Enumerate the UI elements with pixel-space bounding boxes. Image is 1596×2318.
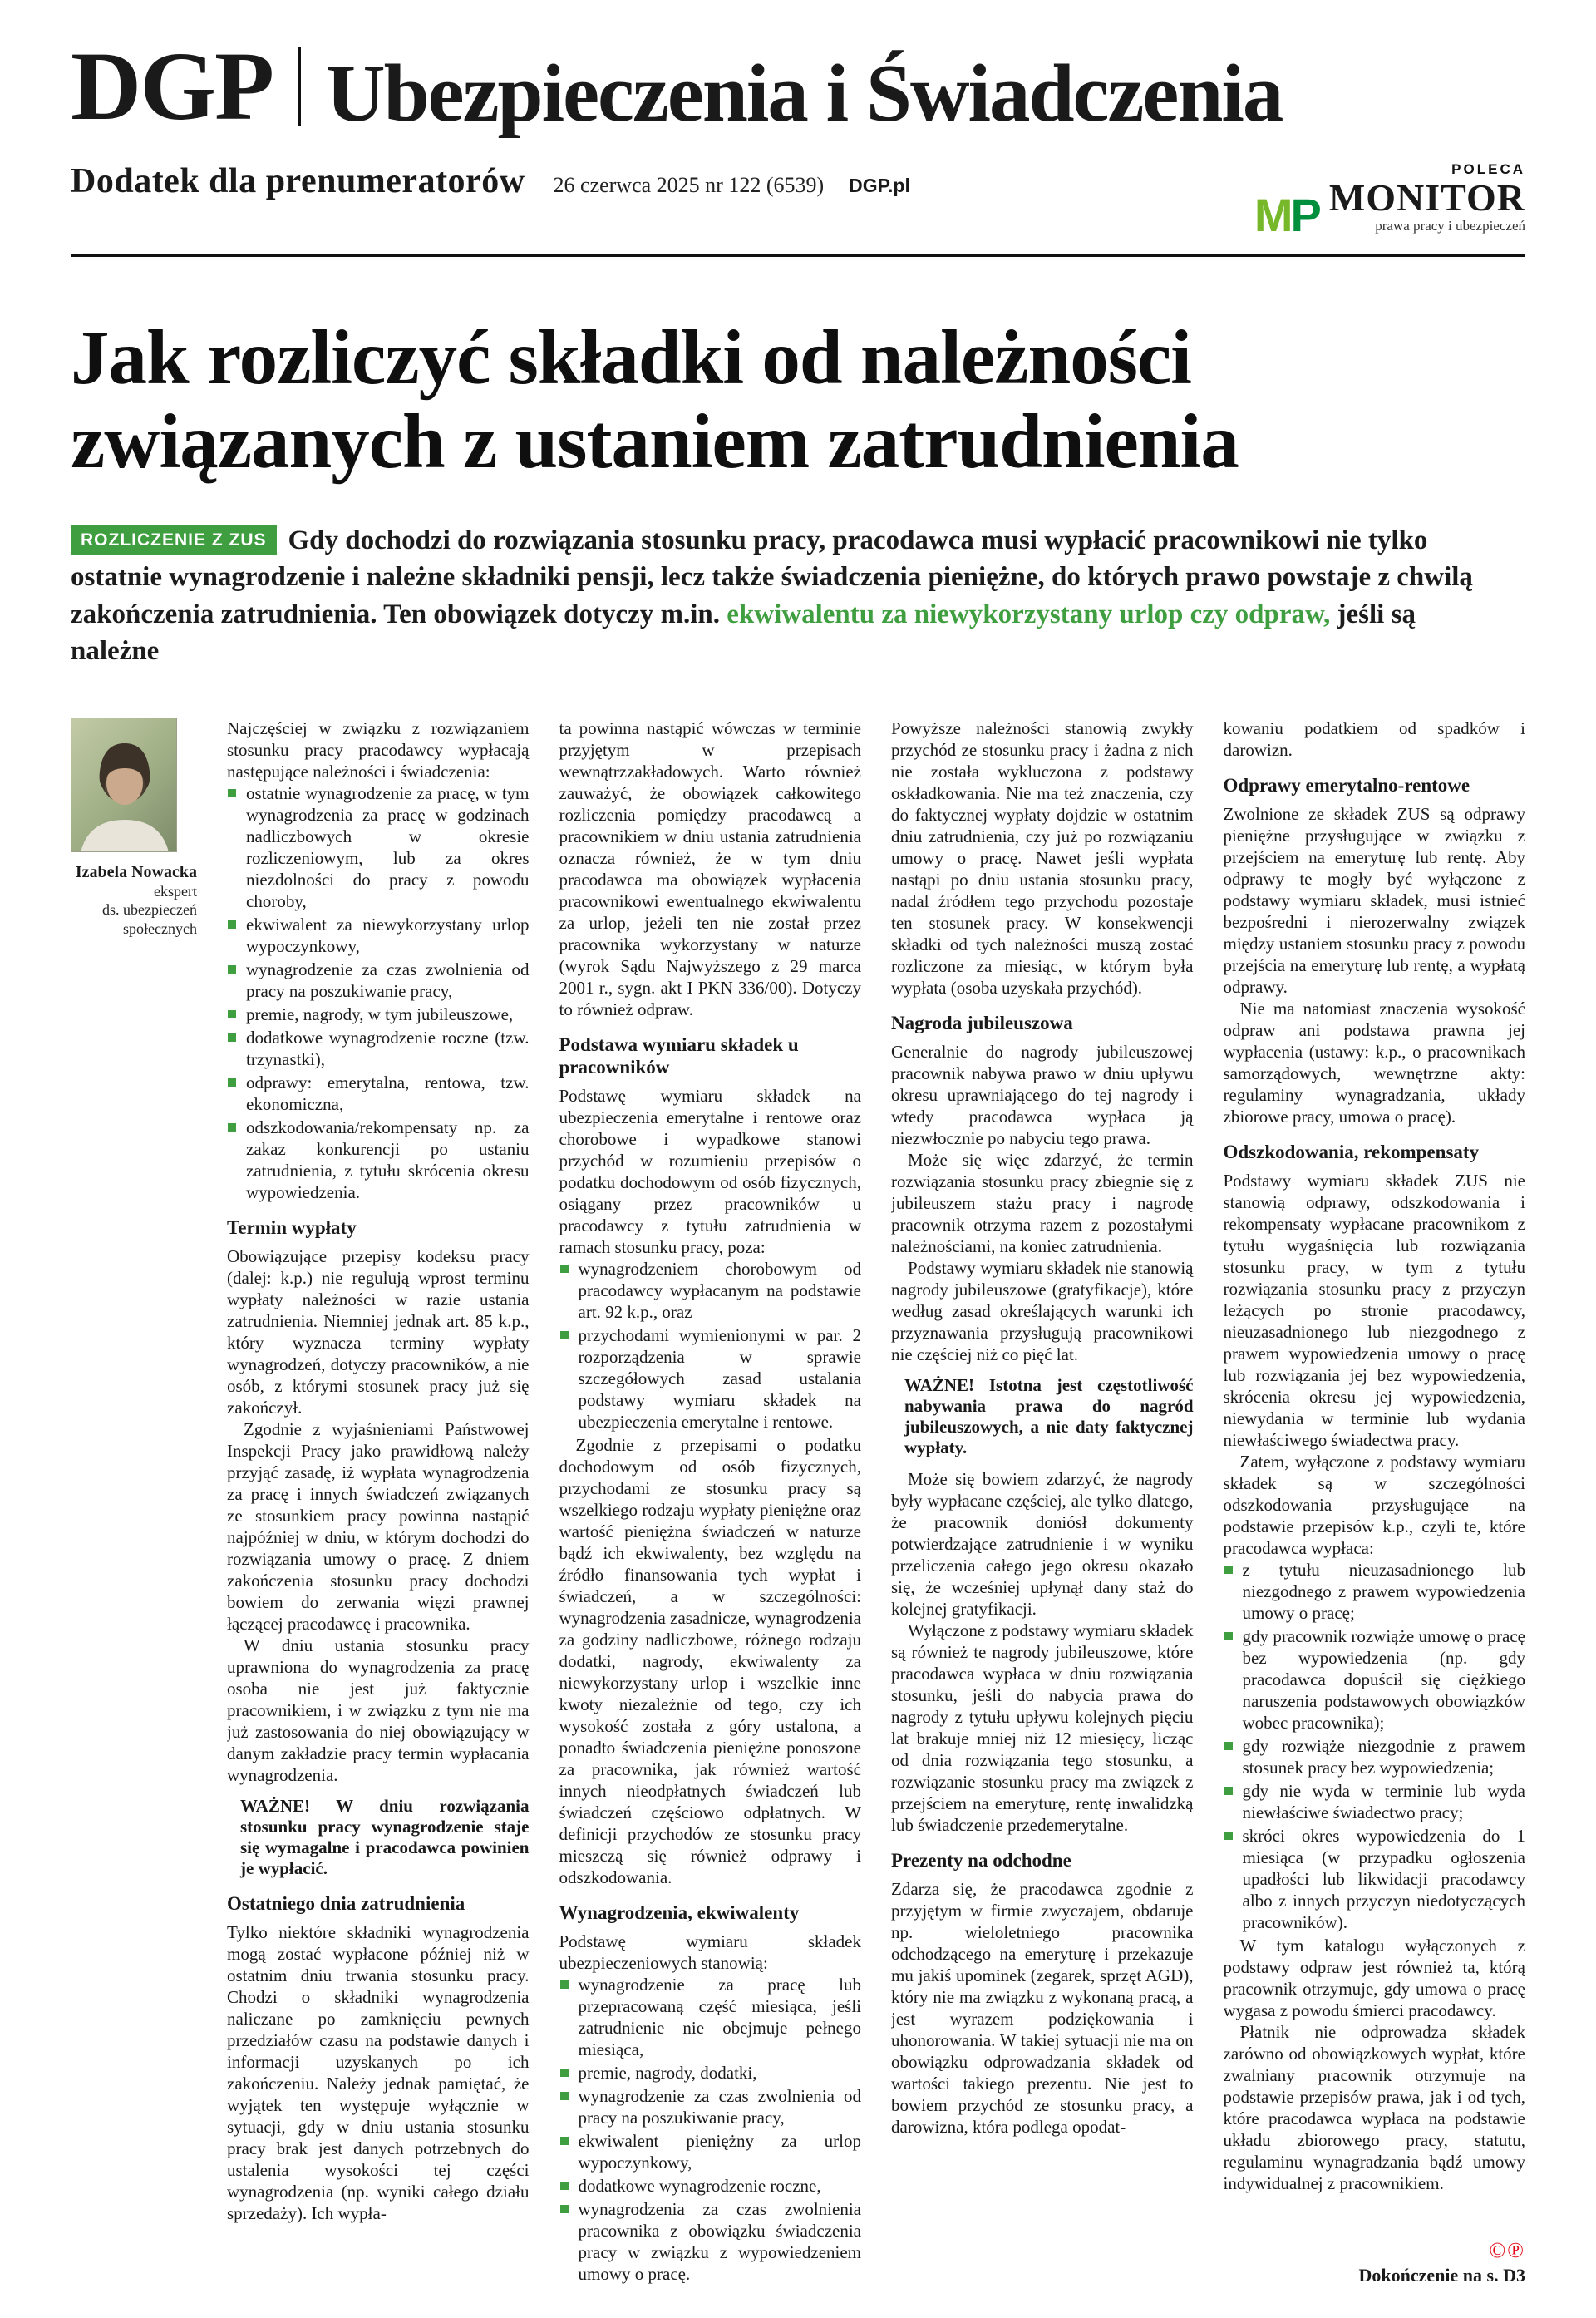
bullet-text: wynagrodzenia za czas zwolnienia pracownika z obowiązku świadczenia pracy w związku z wypowiedzeniem umowy o pracę. xyxy=(578,2198,861,2284)
section-heading: Odprawy emerytalno-rentowe xyxy=(1223,774,1470,796)
bullet-item xyxy=(227,959,530,1002)
bullet-text: odszkodowania/rekompensaty np. za zakaz konkurencji po ustaniu zatrudnienia, z tytułu skrócenia okresu wypowiedzenia. xyxy=(246,1117,530,1202)
bullet-text: odprawy: emerytalna, rentowa, tzw. ekonomiczna, xyxy=(246,1072,530,1114)
author-name: Izabela Nowacka xyxy=(75,862,197,881)
bullet-text: premie, nagrody, dodatki, xyxy=(578,2062,757,2083)
bullet-text: dodatkowe wynagrodzenie roczne, xyxy=(578,2175,821,2196)
article-column-1 xyxy=(227,718,530,2286)
section-heading: Nagroda jubileuszowa xyxy=(891,1012,1073,1033)
bullet-item xyxy=(227,1117,530,1203)
mp-logo-icon: MP xyxy=(1254,188,1319,241)
paragraph: Generalnie do nagrody jubileuszowej pracownik nabywa prawo w dniu upływu okresu uprawniającego do tej nagrody i wtedy pracodawca wypłaca ją niezwłocznie po nabyciu tego prawa. xyxy=(891,1041,1194,1148)
paragraph: Zgodnie z przepisami o podatku dochodowym od osób fizycznych, przychodami ze stosunku pracy są wszelkiego rodzaju wypłaty pieniężne oraz wartość pieniężna świadczeń w naturze bądź ich ekwiwalenty, bez względu na źródło finansowania tych wypłat i świadczeń, a w szczególności: wynagrodzenia zasadnicze, wynagrodzenia za godziny nadliczbowe, różnego rodzaju dodatki, nagrody, ekwiwalenty za niewykorzystany urlop i wszelkie inne kwoty niezależnie od tego, czy ich wysokość została z góry ustalona, a ponadto świadczenia pieniężne ponoszone za pracownika, jak również wartość innych nieodpłatnych świadczeń lub świadczeń częściowo odpłatnych. W definicji przychodów ze stosunku pracy mieszczą się również odprawy i odszkodowania. xyxy=(559,1434,861,1887)
author-photo-silhouette xyxy=(71,732,177,852)
bullet-item xyxy=(559,2085,862,2128)
monitor-name: MONITOR xyxy=(1328,176,1525,219)
bullet-square-icon xyxy=(1224,1832,1233,1840)
phonogram-icon: ℗ xyxy=(1507,2238,1525,2262)
bullet-item xyxy=(559,1258,862,1323)
bullet-square-icon xyxy=(1224,1787,1233,1795)
bullet-text: dodatkowe wynagrodzenie roczne (tzw. trzynastki), xyxy=(246,1027,530,1069)
article-body xyxy=(71,718,1525,2286)
paragraph: Tylko niektóre składniki wynagrodzenia mogą zostać wypłacone później niż w ostatnim dniu trwania stosunku pracy. Chodzi o składniki wynagrodzenia naliczane po zamknięciu pewnych przedziałów czasu na podstawie danych i informacji uzyskanych po ich zakończeniu. Należy jednak pamiętać, że wyjątek ten występuje wyłącznie w sytuacji, gdy w dniu ustania stosunku pracy brak jest danych potrzebnych do ustalenia wysokości tej części wynagrodzenia (np. wyniki całego działu sprzedaży). Ich wypła- xyxy=(227,1921,530,2223)
bullet-item xyxy=(559,2062,862,2084)
bullet-text: ostatnie wynagrodzenie za pracę, w tym wynagrodzenia za pracę w godzinach nadliczbowych w okresie rozliczeniowym, lub za okres niezdolności do pracy z powodu choroby, xyxy=(246,782,530,911)
paragraph: W tym katalogu wyłączonych z podstawy odpraw jest również ta, którą pracownik otrzymuje, gdy umowa o pracę wygasa z powodu śmierci pracodawcy. xyxy=(1223,1935,1525,2020)
important-note: WAŻNE! Istotna jest częstotliwość nabywania prawa do nagród jubileuszowych, a nie daty faktycznej wypłaty. xyxy=(904,1374,1194,1457)
section-heading: Wynagrodzenia, ekwiwalenty xyxy=(559,1901,800,1923)
section-heading: Podstawa wymiaru składek u pracowników xyxy=(559,1033,799,1078)
lead-text-before: Gdy dochodzi do rozwiązania stosunku pracy, pracodawca musi wypłacić pracownikowi nie tylko ostatnie wynagrodzenie i należne składniki pensji, lecz także świadczenia pieniężne, do których prawo powstaje z chwilą zakończenia zatrudnienia. Ten obowiązek dotyczy m.in. xyxy=(71,525,1473,629)
lead-text-highlight: ekwiwalentu za niewykorzystany urlop czy odpraw, xyxy=(727,599,1331,629)
bullet-square-icon xyxy=(1224,1632,1233,1640)
bullet-item xyxy=(1224,1825,1526,1933)
masthead-title-row xyxy=(71,32,1525,141)
paragraph: Może się więc zdarzyć, że termin rozwiązania stosunku pracy zbiegnie się z jubileuszem stażu pracy i nagrodę pracownik otrzyma razem z pozostałymi należnościami, na koniec zatrudnienia. xyxy=(891,1149,1194,1256)
section-heading: Prezenty na odchodne xyxy=(891,1849,1071,1871)
continuation-note: Dokończenie na s. D3 xyxy=(1358,2265,1525,2286)
paragraph: Zatem, wyłączone z podstawy wymiaru składek są w szczególności odszkodowania przysługujące na podstawie przepisów k.p., czyli te, które pracodawca wypłaca: xyxy=(1223,1451,1525,1558)
bullet-item xyxy=(227,1004,530,1025)
bullet-square-icon xyxy=(560,2069,569,2077)
masthead-rule xyxy=(71,254,1525,257)
bullet-square-icon xyxy=(228,1123,236,1132)
article-headline: Jak rozliczyć składki od należności związanych z ustaniem zatrudnienia xyxy=(71,315,1239,485)
dgp-logo: DGP xyxy=(71,32,273,141)
bullet-text: wynagrodzeniem chorobowym od pracodawcy wypłacanym na podstawie art. 92 k.p., oraz xyxy=(578,1258,861,1322)
bullet-square-icon xyxy=(560,1265,569,1273)
bullet-item xyxy=(559,1974,862,2060)
bullet-item xyxy=(227,1027,530,1070)
paragraph: Zdarza się, że pracodawca zgodnie z przyjętym w firmie zwyczajem, obdaruje np. wieloletniego pracownika odchodzącego na emeryturę i przekazuje mu jakiś upominek (zegarek, sprzęt AGD), który nie ma związku z wykonaną pracą, a jest wyrazem podziękowania i uhonorowania. W takiej sytuacji nie ma on obowiązku odprowadzania składek od wartości takiego prezentu. Nie jest to bowiem przychód ze stosunku pracy, a darowizna, która podlega opodat- xyxy=(891,1878,1194,2137)
bullet-item xyxy=(227,914,530,957)
bullet-item xyxy=(559,2198,862,2285)
bullet-square-icon xyxy=(228,1033,236,1042)
paragraph: Zwolnione ze składek ZUS są odprawy pieniężne przysługujące w związku z przejściem na emeryturę lub rentę. Aby odprawy te mogły być wyłączone z podstawy wymiaru składek, musi istnieć bezpośredni i nierozerwalny związek między ustaniem stosunku pracy z powodu przejścia na emeryturę lub rentę, a wypłatą odprawy. xyxy=(1223,803,1525,997)
monitor-logo-row xyxy=(1254,176,1525,241)
masthead xyxy=(71,32,1525,257)
paragraph: W dniu ustania stosunku pracy uprawniona do wynagrodzenia za pracę osoba nie jest już faktycznie pracownikiem, i w związku z tym nie ma już zastosowania do niej obowiązujący w danym zakładzie pracy termin wypłacania wynagrodzenia. xyxy=(227,1635,530,1785)
bullet-square-icon xyxy=(228,789,236,797)
lead-paragraph xyxy=(71,522,1484,669)
bullet-square-icon xyxy=(560,2137,569,2145)
paragraph: Może się bowiem zdarzyć, że nagrody były wypłacane częściej, ale tylko dlatego, że pracownik doniósł dokumenty potwierdzające zatrudnienie i w wyniku przeliczenia całego jego okresu okazało się, że wcześniej upłynął dany staż do kolejnej gratyfikacji. xyxy=(891,1468,1194,1619)
author-role: ekspert xyxy=(154,882,197,900)
article-column-2 xyxy=(559,718,862,2286)
paragraph: Wyłączone z podstawy wymiaru składek są również te nagrody jubileuszowe, które pracodawca wypłaca w dniu rozwiązania stosunku, jeśli do nabycia prawa do nagrody z tytułu upływu kolejnych pięciu lat brakuje mniej niż 12 miesięcy, licząc od dnia rozwiązania tego stosunku, a rozwiązanie stosunku pracy ma związek z przejściem na emeryturę, rentę inwalidzką lub świadczenie przedemerytalne. xyxy=(891,1620,1194,1835)
monitor-promo xyxy=(1254,161,1525,241)
important-note: WAŻNE! W dniu rozwiązania stosunku pracy wynagrodzenie staje się wymagalne i pracodawca powinien je wypłacić. xyxy=(240,1795,530,1878)
topic-tag: ROZLICZENIE Z ZUS xyxy=(71,525,277,555)
issue-date: 26 czerwca 2025 nr 122 (6539) xyxy=(553,173,825,198)
bullet-text: z tytułu nieuzasadnionego lub niezgodnego z prawem wypowiedzenia umowy o pracę; xyxy=(1242,1559,1525,1623)
paragraph: kowaniu podatkiem od spadków i darowizn. xyxy=(1223,718,1525,760)
bullet-text: skróci okres wypowiedzenia do 1 miesiąca (w przypadku ogłoszenia upadłości lub likwidacji pracodawcy albo z innych przyczyn niedotyczących pracowników). xyxy=(1242,1825,1525,1932)
copyright-icon: © xyxy=(1489,2238,1508,2262)
paragraph: Podstawy wymiaru składek nie stanowią nagrody jubileuszowe (gratyfikacje), które według zasad określających warunki ich przyznawania przysługują pracownikowi nie częściej niż co pięć lat. xyxy=(891,1257,1194,1364)
bullet-square-icon xyxy=(560,1980,569,1989)
author-role: społecznych xyxy=(123,920,197,937)
bullet-square-icon xyxy=(560,2092,569,2100)
bullet-text: ekwiwalent pieniężny za urlop wypoczynkowy, xyxy=(578,2130,861,2173)
section-heading: Termin wypłaty xyxy=(227,1216,357,1238)
section-heading: Ostatniego dnia zatrudnienia xyxy=(227,1892,466,1914)
bullet-item xyxy=(227,782,530,912)
paragraph: Powyższe należności stanowią zwykły przychód ze stosunku pracy i żadna z nich nie została wykluczona z podstawy oskładkowania. Nie ma też znaczenia, czy do faktycznej wypłaty dojdzie w ostatnim dniu zatrudnienia, czy już po rozwiązaniu umowy o pracę. Nawet jeśli wypłata nastąpi po dniu ustania stosunku pracy, nadal źródłem tego przychodu pozostaje ten stosunek pracy. W konsekwencji składki od tych należności muszą zostać rozliczone za miesiąc, w którym była wypłata (osoba uzyskała przychód). xyxy=(891,718,1194,998)
bullet-square-icon xyxy=(560,1331,569,1339)
supplement-title: Ubezpieczenia i Świadczenia xyxy=(326,48,1283,140)
bullet-item xyxy=(559,2175,862,2197)
bullet-item xyxy=(559,2130,862,2173)
bullet-square-icon xyxy=(228,1078,236,1087)
paragraph: ta powinna nastąpić wówczas w terminie przyjętym w przepisach wewnątrzzakładowych. Warto również zauważyć, że obowiązek całkowitego rozliczenia pomiędzy pracodawcą a pracownikiem w dniu ustania zatrudnienia oznacza również, że w tym dniu pracodawca ma obowiązek wypłacenia pracownikowi ewentualnego ekwiwalentu za urlop, jeżeli ten nie został przez pracownika wykorzystany w naturze (wyrok Sądu Najwyższego z 29 marca 2001 r., sygn. akt I PKN 336/00). Dotyczy to również odpraw. xyxy=(559,718,861,1019)
paragraph: Podstawy wymiaru składek ZUS nie stanowią odprawy, odszkodowania i rekompensaty wypłacane pracownikom z tytułu wygaśnięcia lub rozwiązania stosunku pracy, w tym z tytułu rozwiązania stosunku pracy z przyczyn leżących po stronie pracodawcy, nieuzasadnionego lub niezgodnego z prawem wypowiedzenia umowy o pracę lub rozwiązania jej bez wypowiedzenia, skrócenia okresu jej wypowiedzenia, niewydania w terminie lub wydania niewłaściwego świadectwa pracy. xyxy=(1223,1170,1525,1450)
article-column-4 xyxy=(1224,718,1526,2286)
bullet-item xyxy=(227,1072,530,1115)
poleca-label: POLECA xyxy=(1451,161,1525,178)
author-role: ds. ubezpieczeń xyxy=(102,901,197,919)
bullet-square-icon xyxy=(228,1010,236,1018)
lead-text-after: jeśli są należne xyxy=(71,599,1416,666)
bullet-text: premie, nagrody, w tym jubileuszowe, xyxy=(246,1004,514,1024)
masthead-separator xyxy=(298,47,301,126)
article-column-3 xyxy=(891,718,1194,2286)
bullet-text: wynagrodzenie za czas zwolnienia od pracy na poszukiwanie pracy, xyxy=(578,2085,861,2128)
important-label: WAŻNE! xyxy=(240,1795,337,1816)
paragraph: Najczęściej w związku z rozwiązaniem stosunku pracy pracodawcy wypłacają następujące należności i świadczenia: xyxy=(227,718,530,782)
bullet-text: wynagrodzenie za pracę lub przepracowaną część miesiąca, jeśli zatrudnienie nie obejmuje pełnego miesiąca, xyxy=(578,1974,861,2059)
bullet-item xyxy=(1224,1625,1526,1734)
author-block xyxy=(71,718,197,2286)
bullet-item xyxy=(1224,1735,1526,1778)
bullet-item xyxy=(559,1324,862,1433)
paragraph: Nie ma natomiast znaczenia wysokość odpraw ani podstawa prawna jej wypłacenia (ustawy: k.p., o pracownikach samorządowych, wewnętrzne akty: regulaminy wynagradzania, układy zbiorowe pracy, umowa o pracę). xyxy=(1223,998,1525,1127)
section-heading: Odszkodowania, rekompensaty xyxy=(1223,1141,1480,1162)
page-footer xyxy=(1359,2240,1525,2286)
bullet-text: ekwiwalent za niewykorzystany urlop wypoczynkowy, xyxy=(246,914,530,956)
important-label: WAŻNE! xyxy=(904,1374,989,1395)
bullet-square-icon xyxy=(1224,1566,1233,1574)
paragraph: Podstawę wymiaru składek na ubezpieczenia emerytalne i rentowe oraz chorobowe i wypadkowe stanowi przychód w rozumieniu przepisów o podatku dochodowym od osób fizycznych, osiągany przez pracowników u pracodawcy z tytułu zatrudnienia w ramach stosunku pracy, poza: xyxy=(559,1085,861,1257)
paragraph: Płatnik nie odprowadza składek zarówno od obowiązkowych wypłat, które zwalniany pracownik otrzymuje na podstawie przepisów prawa, jak i od tych, które pracodawca wypłaca na podstawie układu zbiorowego pracy, statutu, regulaminu wynagradzania bądź umowy indywidualnej z pracownikiem. xyxy=(1223,2021,1525,2193)
bullet-text: gdy rozwiąże niezgodnie z prawem stosunek pracy bez wypowiedzenia; xyxy=(1242,1735,1525,1778)
paragraph: Obowiązujące przepisy kodeksu pracy (dalej: k.p.) nie regulują wprost terminu wypłaty należności w razie ustania zatrudnienia. Niemniej jednak art. 85 k.p., który wyznacza terminy wypłaty wynagrodzeń, dotyczy pracowników, a nie osób, z którymi stosunek pracy już się zakończył. xyxy=(227,1245,530,1418)
bullet-item xyxy=(1224,1559,1526,1624)
bullet-text: gdy nie wyda w terminie lub wyda niewłaściwe świadectwo pracy; xyxy=(1242,1780,1525,1822)
masthead-info-row xyxy=(71,161,1525,241)
author-photo xyxy=(71,718,177,852)
bullet-text: przychodami wymienionymi w par. 2 rozporządzenia w sprawie szczegółowych zasad ustalania podstawy wymiaru składek na ubezpieczenia emerytalne i rentowe. xyxy=(578,1324,861,1432)
bullet-square-icon xyxy=(228,920,236,929)
bullet-text: wynagrodzenie za czas zwolnienia od pracy na poszukiwanie pracy, xyxy=(246,959,530,1001)
paragraph: Podstawę wymiaru składek ubezpieczeniowych stanowią: xyxy=(559,1931,861,1973)
article-columns xyxy=(227,718,1525,2286)
site-label: DGP.pl xyxy=(849,175,910,197)
bullet-square-icon xyxy=(228,965,236,974)
edition-label: Dodatek dla prenumeratorów xyxy=(71,162,525,201)
paragraph: Zgodnie z wyjaśnieniami Państwowej Inspekcji Pracy jako prawidłową należy przyjąć zasadę, iż wypłata wynagrodzenia za pracę i innych świadczeń związanych ze stosunkiem pracy powinna nastąpić najpóźniej w dniu, w którym dochodzi do rozwiązania umowy o pracę. Z dniem zakończenia stosunku pracy dochodzi bowiem do zerwania więzi prawnej łączącej pracodawcę i pracownika. xyxy=(227,1418,530,1634)
bullet-item xyxy=(1224,1780,1526,1823)
bullet-square-icon xyxy=(1224,1742,1233,1750)
bullet-square-icon xyxy=(560,2205,569,2213)
monitor-wordmark xyxy=(1328,176,1525,234)
bullet-square-icon xyxy=(560,2182,569,2190)
monitor-tagline: prawa pracy i ubezpieczeń xyxy=(1375,218,1525,234)
bullet-text: gdy pracownik rozwiąże umowę o pracę bez wypowiedzenia (np. gdy pracodawca dopuścił się ciężkiego naruszenia podstawowych obowiązków wobec pracownika); xyxy=(1242,1625,1525,1733)
